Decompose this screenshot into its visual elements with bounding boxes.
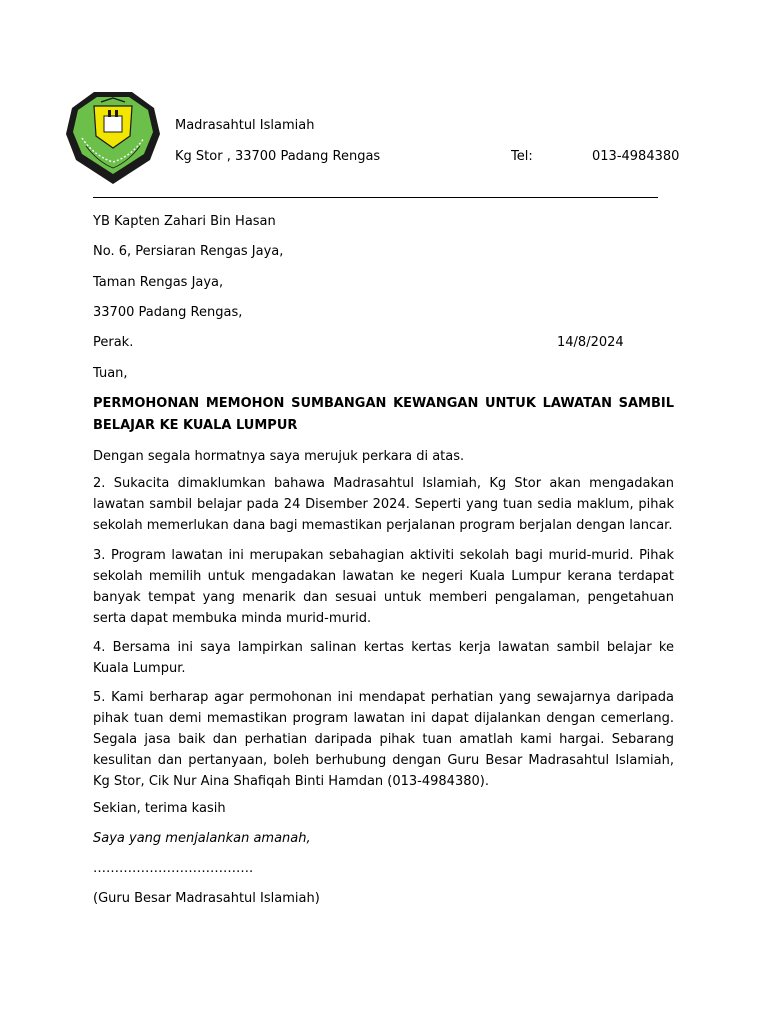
recipient-state: Perak.	[93, 335, 134, 350]
tel-label: Tel:	[511, 149, 533, 164]
header-divider	[93, 197, 658, 198]
recipient-name: YB Kapten Zahari Bin Hasan	[93, 214, 276, 229]
tel-value: 013-4984380	[592, 149, 680, 164]
body-paragraph: Dengan segala hormatnya saya merujuk perkara di atas.	[93, 449, 465, 464]
recipient-address-line: 33700 Padang Rengas,	[93, 305, 243, 320]
body-paragraph: 5. Kami berharap agar permohonan ini mendapat perhatian yang sewajarnya daripada pihak tuan demi memastikan program lawatan ini dapat dijalankan dengan cemerlang. Segala jasa baik dan perhatian daripada pihak tuan amatlah kami hargai. Sebarang kesulitan dan pertanyaan, boleh berhubung dengan Guru Besar Madrasahtul Islamiah, Kg Stor, Cik Nur Aina Shafiqah Binti Hamdan (013-4984380).	[93, 690, 674, 789]
signatory: (Guru Besar Madrasahtul Islamiah)	[93, 891, 320, 906]
closing-motto: Saya yang menjalankan amanah,	[93, 831, 311, 846]
recipient-address-line: Taman Rengas Jaya,	[93, 275, 224, 290]
recipient-address-line: No. 6, Persiaran Rengas Jaya,	[93, 244, 284, 259]
body-paragraph: 2. Sukacita dimaklumkan bahawa Madrasahtul Islamiah, Kg Stor akan mengadakan lawatan sambil belajar pada 24 Disember 2024. Seperti yang tuan sedia maklum, pihak sekolah memerlukan dana bagi memastikan perjalanan program berjalan dengan lancar.	[93, 476, 674, 533]
body-paragraph: 3. Program lawatan ini merupakan sebahagian aktiviti sekolah bagi murid-murid. Pihak sekolah memilih untuk mengadakan lawatan ke negeri Kuala Lumpur kerana terdapat banyak tempat yang menarik dan sesuai untuk memberi pengalaman, pengetahuan serta dapat membuka minda murid-murid.	[93, 548, 674, 626]
letter-date: 14/8/2024	[557, 335, 624, 350]
closing-thanks: Sekian, terima kasih	[93, 801, 226, 816]
body-paragraph: 4. Bersama ini saya lampirkan salinan kertas kertas kerja lawatan sambil belajar ke Kuala Lumpur.	[93, 640, 674, 676]
school-address: Kg Stor , 33700 Padang Rengas	[175, 149, 381, 164]
signature-line: ……………………………….	[93, 861, 254, 876]
letter-subject: PERMOHONAN MEMOHON SUMBANGAN KEWANGAN UNTUK LAWATAN SAMBIL BELAJAR KE KUALA LUMPUR	[93, 396, 674, 433]
salutation: Tuan,	[93, 366, 128, 381]
school-crest-icon	[64, 86, 162, 186]
school-name: Madrasahtul Islamiah	[175, 118, 315, 133]
